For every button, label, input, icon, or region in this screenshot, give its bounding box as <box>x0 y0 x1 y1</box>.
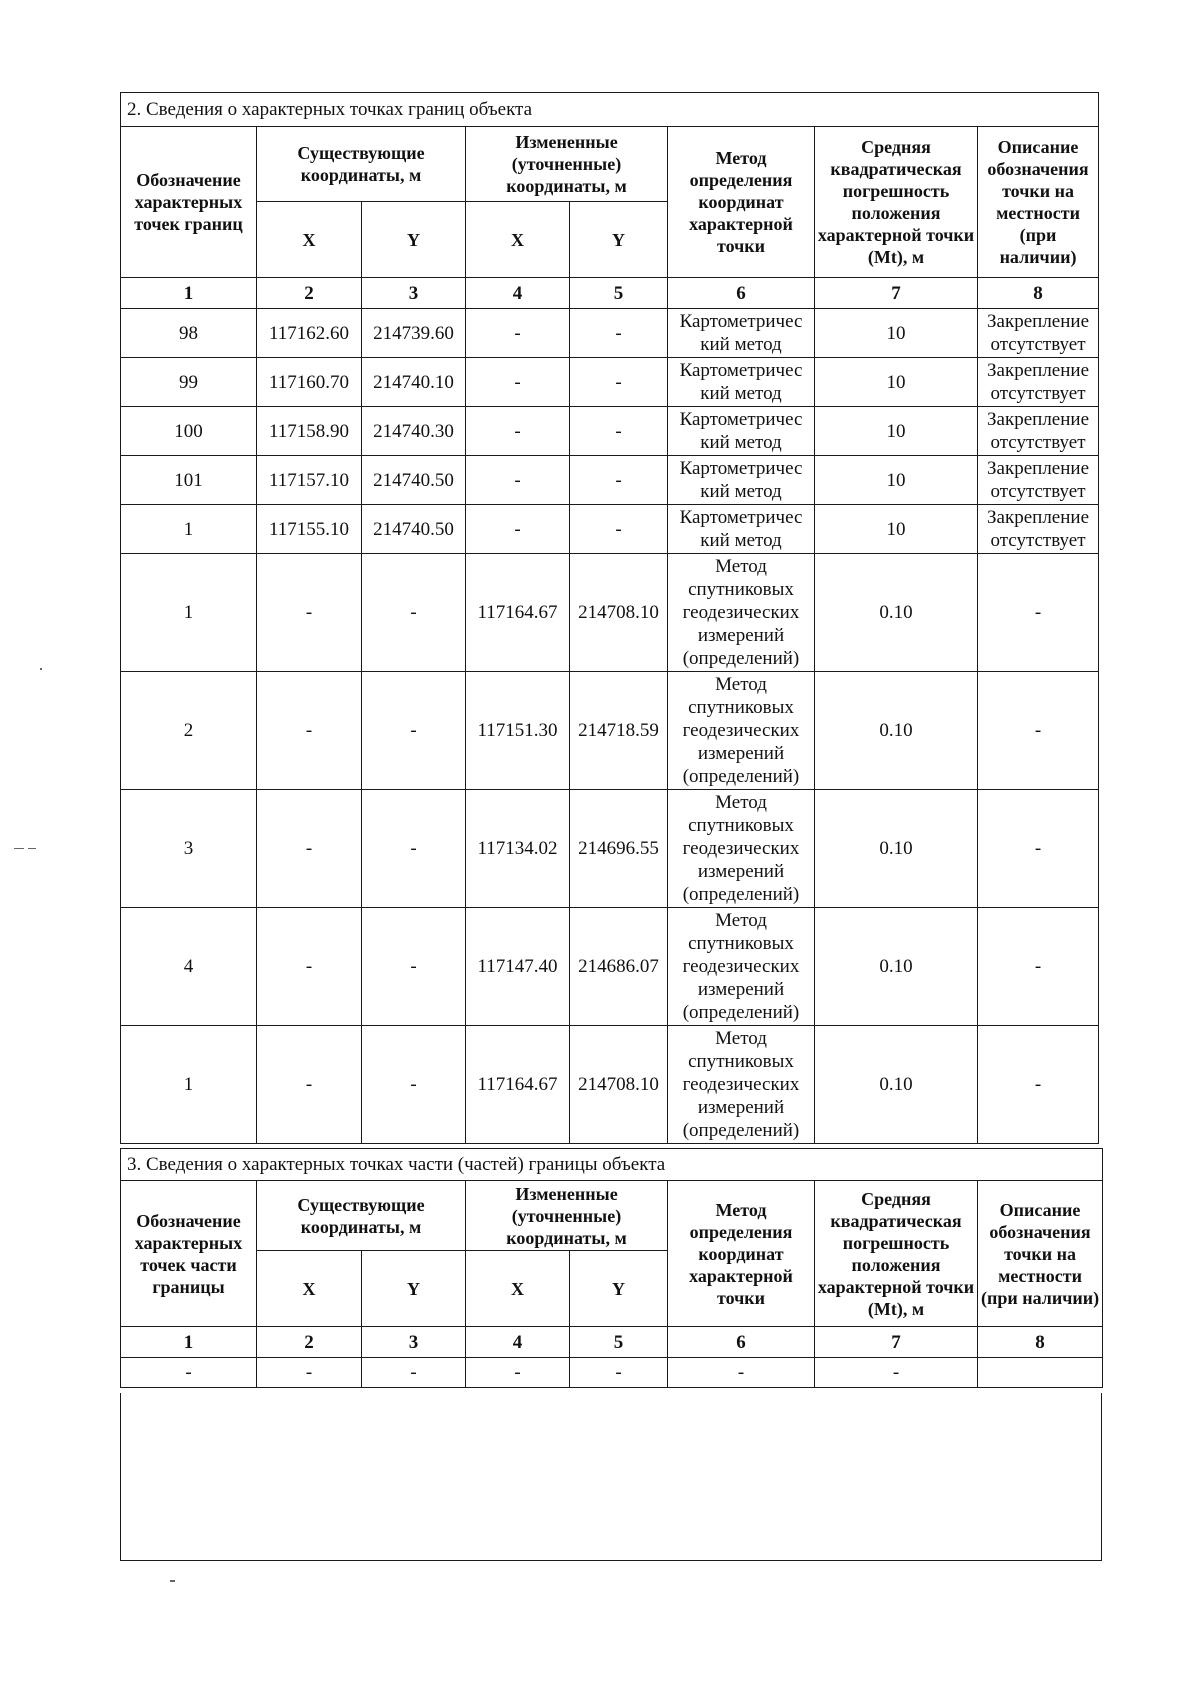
table-cell: 214740.50 <box>362 505 466 554</box>
table-cell: 2 <box>121 672 257 790</box>
table-cell: 117164.67 <box>466 554 570 672</box>
table-cell: Метод спутниковых геодезических измерений (определений) <box>668 554 815 672</box>
table-cell: Картометричес кий метод <box>668 456 815 505</box>
header-x: X <box>466 1251 570 1327</box>
table-cell: 0.10 <box>815 1026 978 1144</box>
table-cell: 3 <box>121 790 257 908</box>
column-numbers-row <box>121 1327 1103 1358</box>
table-cell: - <box>362 554 466 672</box>
table-cell: 98 <box>121 309 257 358</box>
table-cell: Закрепление отсутствует <box>978 309 1099 358</box>
table-row <box>121 309 1099 358</box>
table-cell: - <box>570 309 668 358</box>
table-cell: Картометричес кий метод <box>668 358 815 407</box>
table-cell: - <box>668 1358 815 1388</box>
table-cell: Метод спутниковых геодезических измерений (определений) <box>668 672 815 790</box>
header-y: Y <box>362 1251 466 1327</box>
table-cell: Метод спутниковых геодезических измерений (определений) <box>668 790 815 908</box>
part-boundary-points-table <box>120 1148 1103 1388</box>
table-cell: - <box>257 1358 362 1388</box>
table-cell: 1 <box>121 554 257 672</box>
table-cell: 214740.30 <box>362 407 466 456</box>
column-numbers-row <box>121 278 1099 309</box>
table-cell: 117134.02 <box>466 790 570 908</box>
table-cell: - <box>257 554 362 672</box>
table-cell: - <box>570 358 668 407</box>
scan-speck <box>40 668 42 670</box>
table-cell: - <box>978 672 1099 790</box>
table-cell: 214708.10 <box>570 1026 668 1144</box>
header-error: Средняя квадратическая погрешность положения характерной точки (Mt), м <box>815 1181 978 1327</box>
table-cell: - <box>570 1358 668 1388</box>
table-row <box>121 908 1099 1026</box>
header-method: Метод определения координат характерной точки <box>668 1181 815 1327</box>
column-number: 5 <box>570 278 668 309</box>
table-cell: - <box>466 358 570 407</box>
boundary-points-table <box>120 92 1099 1144</box>
table-cell: Картометричес кий метод <box>668 309 815 358</box>
header-error: Средняя квадратическая погрешность положения характерной точки (Mt), м <box>815 127 978 278</box>
table-cell: 117160.70 <box>257 358 362 407</box>
table-cell: - <box>466 1358 570 1388</box>
column-number: 2 <box>257 1327 362 1358</box>
table-cell: 214696.55 <box>570 790 668 908</box>
table-cell: 99 <box>121 358 257 407</box>
table-cell: 0.10 <box>815 554 978 672</box>
column-number: 1 <box>121 278 257 309</box>
column-number: 8 <box>978 1327 1103 1358</box>
table-cell: - <box>466 407 570 456</box>
table-cell: - <box>257 672 362 790</box>
table-cell: 0.10 <box>815 672 978 790</box>
header-x: X <box>257 1251 362 1327</box>
column-number: 8 <box>978 278 1099 309</box>
empty-area-box <box>120 1393 1102 1561</box>
table-row <box>121 358 1099 407</box>
table-cell: 117164.67 <box>466 1026 570 1144</box>
table-cell: Метод спутниковых геодезических измерений (определений) <box>668 1026 815 1144</box>
table-cell: 117155.10 <box>257 505 362 554</box>
table-row <box>121 554 1099 672</box>
table-cell: - <box>121 1358 257 1388</box>
table-cell: 100 <box>121 407 257 456</box>
header-changed-coords: Измененные (уточненные) координаты, м <box>466 127 668 202</box>
table-cell: 214718.59 <box>570 672 668 790</box>
header-designation: Обозначение характерных точек границ <box>121 127 257 278</box>
table-cell: - <box>466 309 570 358</box>
column-number: 3 <box>362 1327 466 1358</box>
column-number: 2 <box>257 278 362 309</box>
column-number: 7 <box>815 1327 978 1358</box>
scan-speck <box>14 848 24 849</box>
section-2-title: 2. Сведения о характерных точках границ объекта <box>121 93 1099 127</box>
table-cell: Закрепление отсутствует <box>978 407 1099 456</box>
table-cell: - <box>978 790 1099 908</box>
table-cell: Картометричес кий метод <box>668 407 815 456</box>
header-y: Y <box>570 1251 668 1327</box>
table-cell: - <box>978 1026 1099 1144</box>
scan-speck <box>28 848 36 849</box>
header-y: Y <box>570 202 668 278</box>
header-designation: Обозначение характерных точек части границы <box>121 1181 257 1327</box>
column-number: 5 <box>570 1327 668 1358</box>
column-number: 6 <box>668 1327 815 1358</box>
column-number: 1 <box>121 1327 257 1358</box>
header-changed-coords: Измененные (уточненные) координаты, м <box>466 1181 668 1251</box>
table-cell: 214740.10 <box>362 358 466 407</box>
table-cell: - <box>570 505 668 554</box>
table-cell: - <box>362 790 466 908</box>
header-x: X <box>257 202 362 278</box>
column-number: 7 <box>815 278 978 309</box>
table-cell: - <box>815 1358 978 1388</box>
table-cell: 10 <box>815 407 978 456</box>
table-cell: 117162.60 <box>257 309 362 358</box>
table-cell: 10 <box>815 456 978 505</box>
table-cell: 1 <box>121 505 257 554</box>
column-number: 6 <box>668 278 815 309</box>
table-cell: 214708.10 <box>570 554 668 672</box>
table-row <box>121 1358 1103 1388</box>
table-cell: Картометричес кий метод <box>668 505 815 554</box>
table-cell: 117147.40 <box>466 908 570 1026</box>
column-number: 4 <box>466 1327 570 1358</box>
table-cell: 10 <box>815 309 978 358</box>
table-cell: 117158.90 <box>257 407 362 456</box>
header-description: Описание обозначения точки на местности (при наличии) <box>978 1181 1103 1327</box>
table-cell: - <box>362 1026 466 1144</box>
table-cell: 214740.50 <box>362 456 466 505</box>
header-description: Описание обозначения точки на местности (при наличии) <box>978 127 1099 278</box>
table-cell: - <box>570 407 668 456</box>
table-cell: - <box>466 505 570 554</box>
table-row <box>121 672 1099 790</box>
table-cell: 117151.30 <box>466 672 570 790</box>
header-existing-coords: Существующие координаты, м <box>257 127 466 202</box>
table-cell: - <box>978 908 1099 1026</box>
header-y: Y <box>362 202 466 278</box>
table-body <box>121 1358 1103 1388</box>
table-row <box>121 790 1099 908</box>
table-row <box>121 505 1099 554</box>
table-cell: 214739.60 <box>362 309 466 358</box>
header-x: X <box>466 202 570 278</box>
section-3-title: 3. Сведения о характерных точках части (частей) границы объекта <box>121 1149 1103 1181</box>
table-cell <box>978 1358 1103 1388</box>
table-cell: 0.10 <box>815 908 978 1026</box>
table-cell: 10 <box>815 505 978 554</box>
table-cell: - <box>257 1026 362 1144</box>
header-existing-coords: Существующие координаты, м <box>257 1181 466 1251</box>
table-cell: 10 <box>815 358 978 407</box>
table-cell: - <box>257 790 362 908</box>
table-cell: Метод спутниковых геодезических измерений (определений) <box>668 908 815 1026</box>
table-cell: - <box>257 908 362 1026</box>
table-cell: - <box>570 456 668 505</box>
table-cell: 117157.10 <box>257 456 362 505</box>
table-cell: 214686.07 <box>570 908 668 1026</box>
table-row <box>121 1026 1099 1144</box>
table-cell: 1 <box>121 1026 257 1144</box>
header-method: Метод определения координат характерной точки <box>668 127 815 278</box>
table-row <box>121 456 1099 505</box>
table-cell: Закрепление отсутствует <box>978 456 1099 505</box>
table-cell: - <box>978 554 1099 672</box>
column-number: 3 <box>362 278 466 309</box>
table-cell: - <box>362 908 466 1026</box>
table-cell: Закрепление отсутствует <box>978 358 1099 407</box>
table-cell: 4 <box>121 908 257 1026</box>
table-body <box>121 309 1099 1144</box>
table-cell: - <box>466 456 570 505</box>
table-cell: - <box>362 1358 466 1388</box>
scan-speck <box>170 1580 175 1582</box>
table-cell: - <box>362 672 466 790</box>
table-cell: 101 <box>121 456 257 505</box>
table-cell: 0.10 <box>815 790 978 908</box>
column-number: 4 <box>466 278 570 309</box>
table-row <box>121 407 1099 456</box>
table-cell: Закрепление отсутствует <box>978 505 1099 554</box>
